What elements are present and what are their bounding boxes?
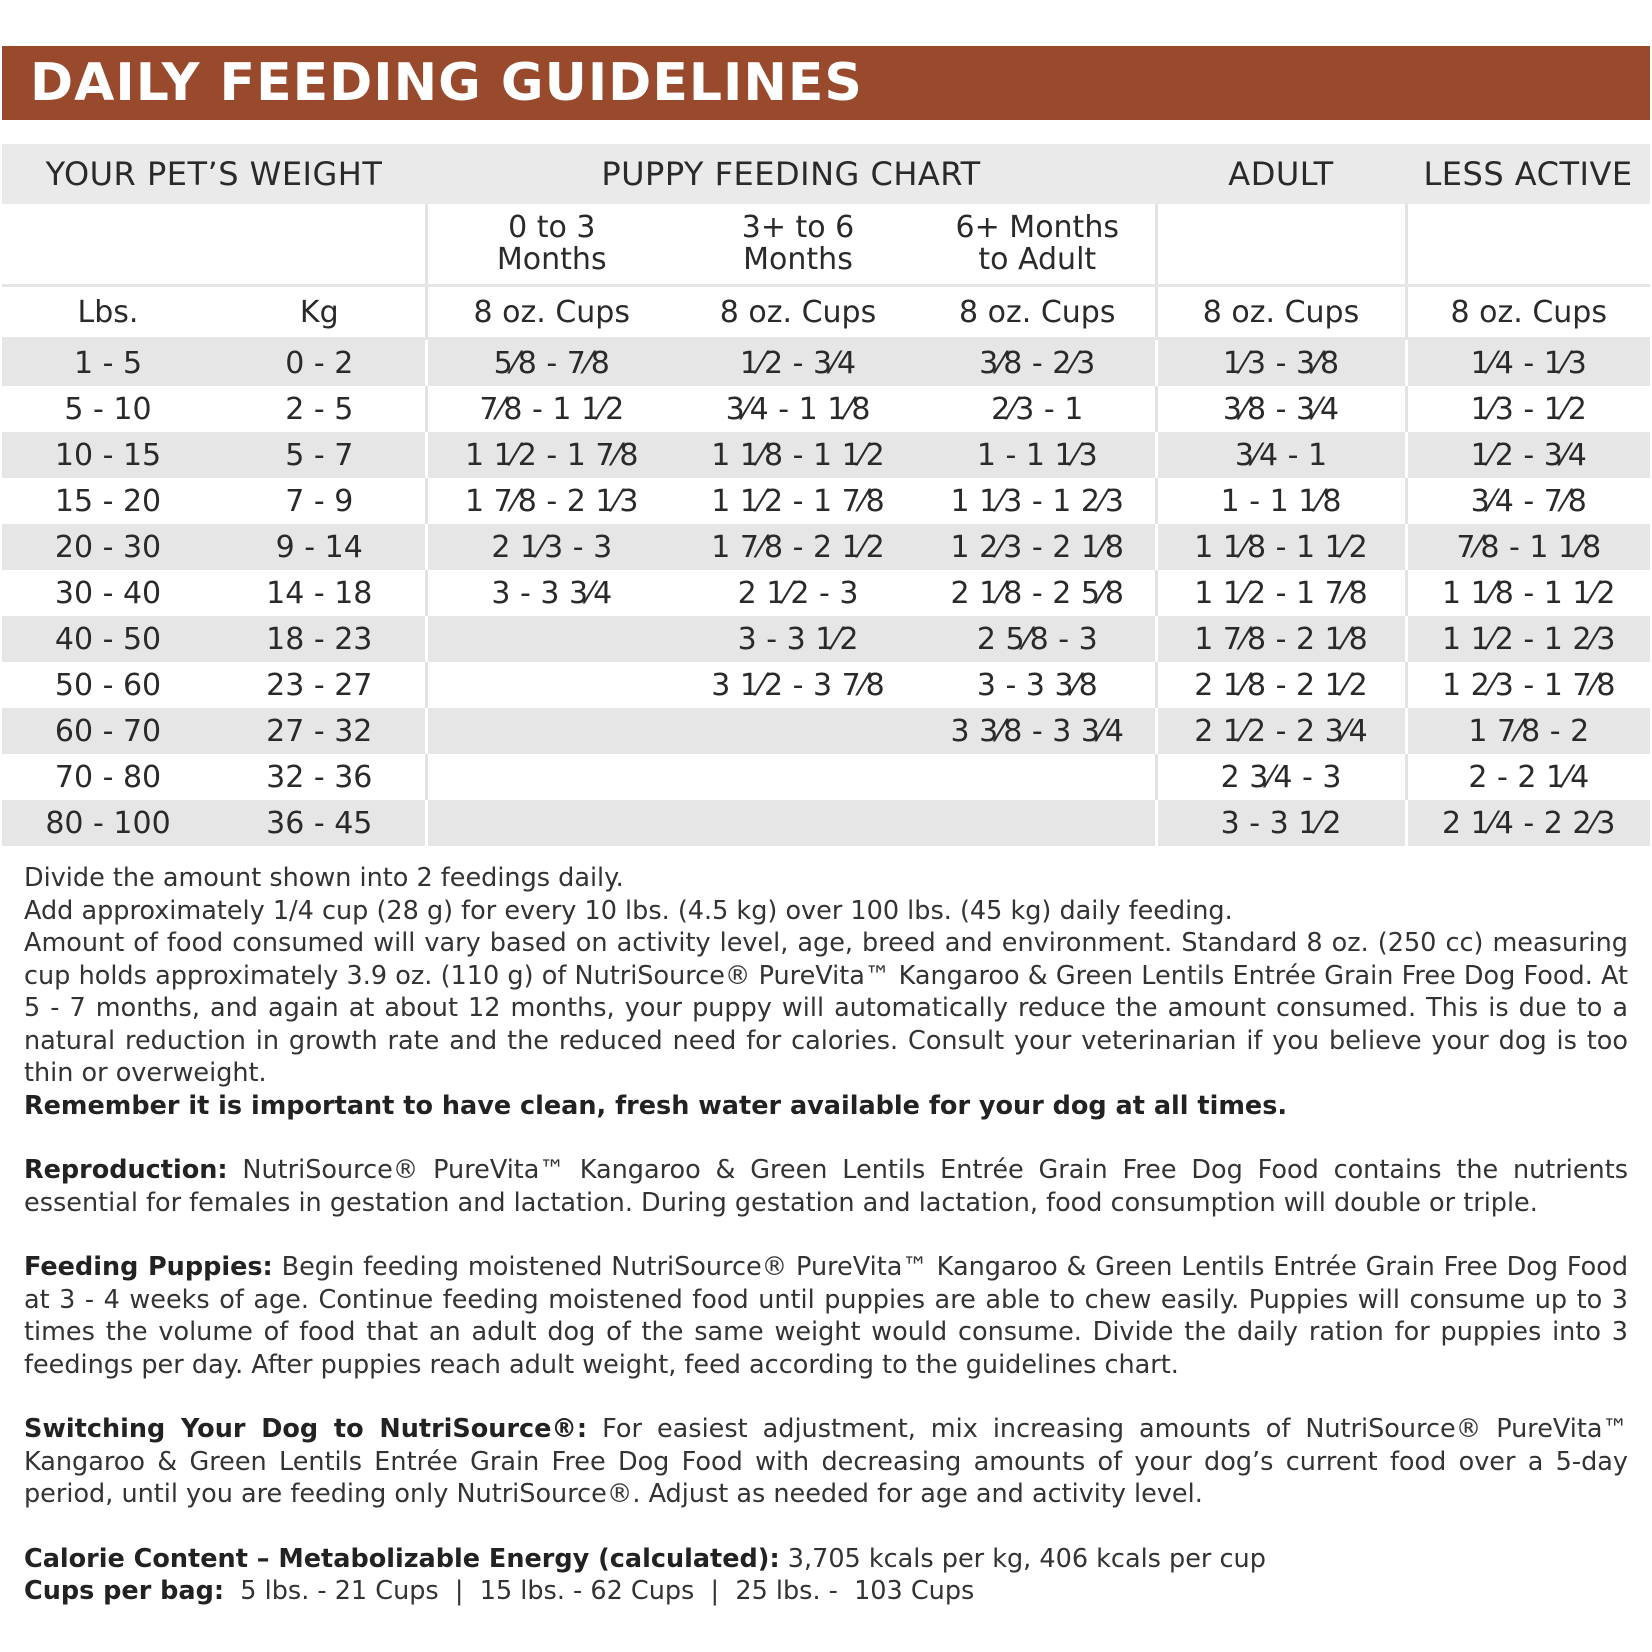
adult-cell: 1 1⁄2 - 1 7⁄8 (1156, 570, 1406, 616)
feeding-table (2, 144, 1650, 846)
table-row (2, 800, 1650, 846)
kg-cell: 36 - 45 (214, 800, 426, 846)
calorie-text: 3,705 kcals per kg, 406 kcals per cup (779, 1543, 1266, 1574)
weight-group-header: YOUR PET’S WEIGHT (2, 144, 426, 204)
age-header-6-adult: 6+ Months to Adult (920, 204, 1156, 286)
puppy-3-6-cell (676, 800, 920, 846)
adult-cell: 2 1⁄8 - 2 1⁄2 (1156, 662, 1406, 708)
puppy-0-3-cell (426, 616, 676, 662)
note-water: Remember it is important to have clean, fresh water available for your dog at all times. (24, 1090, 1288, 1121)
group-header-row (2, 144, 1650, 204)
puppy-3-6-cell: 2 1⁄2 - 3 (737, 575, 859, 611)
adult-cell: 3⁄8 - 3⁄4 (1156, 386, 1406, 432)
less-active-group-header: LESS ACTIVE (1406, 144, 1650, 204)
puppy-6-adult-cell: 3 3⁄8 - 3 3⁄4 (920, 708, 1156, 754)
lbs-cell: 1 - 5 (2, 339, 214, 387)
puppy-6-adult-cell: 1 1⁄3 - 1 2⁄3 (950, 483, 1125, 519)
puppy-0-3-cell (426, 800, 676, 846)
reproduction-label: Reproduction: (24, 1155, 228, 1185)
note-add: Add approximately 1/4 cup (28 g) for every 10 lbs. (4.5 kg) over 100 lbs. (45 kg) daily feeding. (24, 895, 1233, 926)
table-row (2, 754, 1650, 800)
age-header-0-3: 0 to 3 Months (426, 204, 676, 286)
less-active-blank-cell (1406, 204, 1650, 286)
kg-cell: 9 - 14 (214, 524, 426, 570)
adult-cell: 2 1⁄2 - 2 3⁄4 (1156, 708, 1406, 754)
kg-cell: 23 - 27 (266, 667, 373, 703)
reproduction-text: NutriSource® PureVita™ Kangaroo & Green Lentils Entrée Grain Free Dog Food contains the nutrients essential for females in gestation and lactation. During gestation and lactation, food consumption will double or triple. (24, 1155, 1628, 1218)
puppy-0-3-cell (426, 662, 676, 708)
age-header-row (2, 204, 1650, 286)
kg-cell: 7 - 9 (285, 483, 354, 519)
puppy-3-6-cell: 1⁄2 - 3⁄4 (676, 339, 920, 387)
puppy-0-3-cell: 3 - 3 3⁄4 (426, 570, 676, 616)
puppy-6-adult-cell: 1 - 1 1⁄3 (920, 432, 1156, 478)
kg-cell: 5 - 7 (214, 432, 426, 478)
note-amount: Amount of food consumed will vary based on activity level, age, breed and environment. Standard 8 oz. (250 cc) measuring cup holds approximately 3.9 oz. (110 g) of NutriSource® PureVita™ Kangaroo & Green Lentils Entrée Grain Free Dog Food. At 5 - 7 months, and again at about 12 months, your puppy will automatically reduce the amount consumed. This is due to a natural reduction in growth rate and the reduced need for calories. Consult your veterinarian if you believe your dog is too thin or overweight. (24, 928, 1628, 1088)
table-row (2, 432, 1650, 478)
less-active-cell: 1⁄2 - 3⁄4 (1406, 432, 1650, 478)
switching-text: For easiest adjustment, mix increasing amounts of NutriSource® PureVita™ Kangaroo & Green Lentils Entrée Grain Free Dog Food with decreasing amounts of your dog’s current food over a 5-day period, until you are feeding only NutriSource®. Adjust as needed for age and activity level. (24, 1414, 1629, 1509)
note-reproduction (24, 1154, 1628, 1219)
note-switching (24, 1413, 1628, 1511)
less-active-cell: 2 1⁄4 - 2 2⁄3 (1406, 800, 1650, 846)
adult-cell: 1 7⁄8 - 2 1⁄8 (1156, 616, 1406, 662)
lbs-cell: 80 - 100 (2, 800, 214, 846)
cups-label: Cups per bag: (24, 1576, 225, 1606)
adult-group-header: ADULT (1156, 144, 1406, 204)
unit-header: Lbs. (2, 286, 214, 339)
puppy-0-3-cell: 1 1⁄2 - 1 7⁄8 (426, 432, 676, 478)
puppy-6-adult-cell (920, 754, 1156, 800)
table-row (2, 524, 1650, 570)
note-divide: Divide the amount shown into 2 feedings daily. (24, 863, 624, 893)
puppy-0-3-cell (426, 754, 676, 800)
table-row (2, 478, 1650, 524)
title-banner (2, 46, 1650, 120)
table-body (2, 339, 1650, 847)
table-row (2, 708, 1650, 754)
less-active-cell: 1 2⁄3 - 1 7⁄8 (1406, 662, 1650, 708)
unit-header: 8 oz. Cups (676, 286, 920, 339)
cups-text: 5 lbs. - 21 Cups | 15 lbs. - 62 Cups | 25 lbs. - 103 Cups (224, 1576, 975, 1606)
adult-cell: 1⁄3 - 3⁄8 (1156, 339, 1406, 387)
note-feeding-puppies (24, 1251, 1628, 1381)
kg-cell: 2 - 5 (285, 391, 354, 427)
note-cups-per-bag (24, 1575, 1628, 1608)
puppy-3-6-cell: 3 1⁄2 - 3 7⁄8 (711, 667, 885, 703)
less-active-cell: 1⁄4 - 1⁄3 (1406, 339, 1650, 387)
weight-blank-cell (2, 204, 426, 286)
puppy-3-6-cell: 1 1⁄2 - 1 7⁄8 (711, 483, 885, 519)
lbs-cell: 30 - 40 (54, 575, 162, 611)
lbs-cell: 70 - 80 (54, 759, 162, 795)
table-row (2, 616, 1650, 662)
puppy-group-header: PUPPY FEEDING CHART (426, 144, 1156, 204)
unit-header: 8 oz. Cups (426, 286, 676, 339)
puppies-label: Feeding Puppies: (24, 1252, 273, 1282)
lbs-cell: 20 - 30 (2, 524, 214, 570)
less-active-cell: 2 - 2 1⁄4 (1406, 754, 1650, 800)
kg-cell: 18 - 23 (214, 616, 426, 662)
adult-cell: 3⁄4 - 1 (1156, 432, 1406, 478)
unit-header: 8 oz. Cups (920, 286, 1156, 339)
unit-header: Kg (214, 286, 426, 339)
puppies-text: Begin feeding moistened NutriSource® PureVita™ Kangaroo & Green Lentils Entrée Grain Free Dog Food at 3 - 4 weeks of age. Continue feeding moistened food until puppies are able to chew easily. Puppies will consume up to 3 times the volume of food that an adult dog of the same weight would consume. Divide the daily ration for puppies into 3 feedings per day. After puppies reach adult weight, feed according to the guidelines chart. (24, 1252, 1629, 1380)
puppy-3-6-cell: 3⁄4 - 1 1⁄8 (725, 391, 871, 427)
unit-header: 8 oz. Cups (1406, 286, 1650, 339)
table-row (2, 386, 1650, 432)
kg-cell: 32 - 36 (266, 759, 373, 795)
lbs-cell: 50 - 60 (54, 667, 162, 703)
lbs-cell: 40 - 50 (2, 616, 214, 662)
puppy-6-adult-cell: 2 5⁄8 - 3 (920, 616, 1156, 662)
kg-cell: 14 - 18 (266, 575, 373, 611)
notes-section (24, 862, 1628, 1608)
unit-header-row (2, 286, 1650, 339)
table-row (2, 662, 1650, 708)
adult-cell: 2 3⁄4 - 3 (1156, 754, 1406, 800)
page-title: DAILY FEEDING GUIDELINES (30, 53, 863, 113)
adult-cell: 1 - 1 1⁄8 (1156, 478, 1406, 524)
calorie-label: Calorie Content – Metabolizable Energy (calculated): (24, 1543, 780, 1574)
puppy-0-3-cell: 5⁄8 - 7⁄8 (426, 339, 676, 387)
puppy-3-6-cell: 1 1⁄8 - 1 1⁄2 (676, 432, 920, 478)
lbs-cell: 60 - 70 (2, 708, 214, 754)
lbs-cell: 10 - 15 (2, 432, 214, 478)
puppy-3-6-cell (676, 754, 920, 800)
adult-cell: 3 - 3 1⁄2 (1156, 800, 1406, 846)
less-active-cell: 3⁄4 - 7⁄8 (1406, 478, 1650, 524)
kg-cell: 27 - 32 (214, 708, 426, 754)
note-calorie (24, 1543, 1628, 1576)
lbs-cell: 15 - 20 (54, 483, 162, 519)
puppy-6-adult-cell: 2 1⁄8 - 2 5⁄8 (950, 575, 1125, 611)
puppy-0-3-cell: 7⁄8 - 1 1⁄2 (426, 386, 676, 432)
puppy-0-3-cell (426, 708, 676, 754)
table-row (2, 339, 1650, 387)
kg-cell: 0 - 2 (214, 339, 426, 387)
puppy-0-3-cell: 1 7⁄8 - 2 1⁄3 (426, 478, 676, 524)
puppy-6-adult-cell: 3⁄8 - 2⁄3 (920, 339, 1156, 387)
adult-blank-cell (1156, 204, 1406, 286)
puppy-3-6-cell (676, 708, 920, 754)
less-active-cell: 7⁄8 - 1 1⁄8 (1406, 524, 1650, 570)
puppy-6-adult-cell (920, 800, 1156, 846)
puppy-0-3-cell: 2 1⁄3 - 3 (426, 524, 676, 570)
puppy-6-adult-cell: 2⁄3 - 1 (991, 391, 1084, 427)
less-active-cell: 1 1⁄2 - 1 2⁄3 (1406, 616, 1650, 662)
less-active-cell: 1 1⁄8 - 1 1⁄2 (1406, 570, 1650, 616)
switching-label: Switching Your Dog to NutriSource®: (24, 1414, 588, 1444)
puppy-3-6-cell: 3 - 3 1⁄2 (676, 616, 920, 662)
adult-cell: 1 1⁄8 - 1 1⁄2 (1156, 524, 1406, 570)
age-header-3-6: 3+ to 6 Months (676, 204, 920, 286)
puppy-3-6-cell: 1 7⁄8 - 2 1⁄2 (676, 524, 920, 570)
unit-header: 8 oz. Cups (1156, 286, 1406, 339)
less-active-cell: 1⁄3 - 1⁄2 (1406, 386, 1650, 432)
puppy-6-adult-cell: 1 2⁄3 - 2 1⁄8 (920, 524, 1156, 570)
lbs-cell: 5 - 10 (64, 391, 152, 427)
less-active-cell: 1 7⁄8 - 2 (1406, 708, 1650, 754)
puppy-6-adult-cell: 3 - 3 3⁄8 (976, 667, 1098, 703)
table-row (2, 570, 1650, 616)
